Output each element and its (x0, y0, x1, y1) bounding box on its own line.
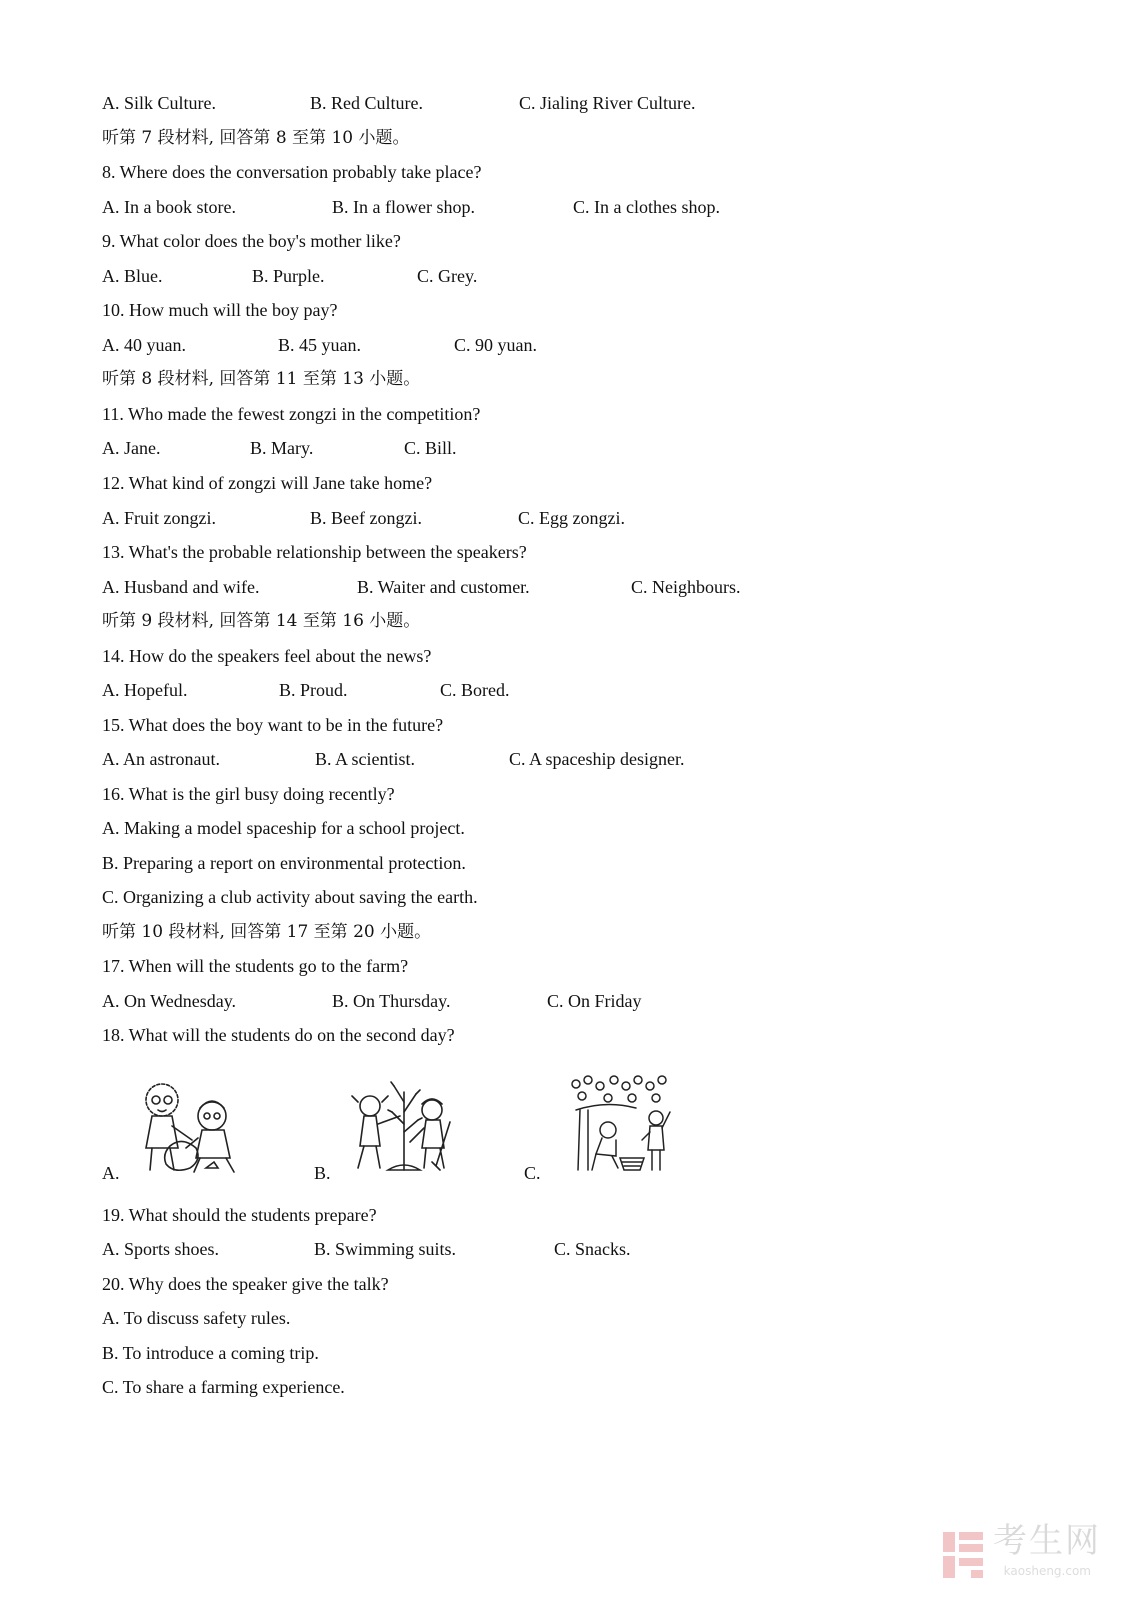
picture-kids-picking-fruit (566, 1074, 678, 1178)
question-13: 13. What's the probable relationship between the speakers? (102, 542, 527, 562)
option-c: C. Neighbours. (631, 577, 741, 597)
section-instruction: 听第 10 段材料, 回答第 17 至第 20 小题。 (102, 922, 432, 942)
option-b: B. 45 yuan. (278, 335, 361, 355)
question-15: 15. What does the boy want to be in the future? (102, 715, 444, 735)
option-c: C. A spaceship designer. (509, 749, 685, 769)
q20-option-c: C. To share a farming experience. (102, 1377, 345, 1397)
option-c: C. In a clothes shop. (573, 197, 720, 217)
option-a: A. Silk Culture. (102, 93, 217, 113)
picture-kids-planting-tree (344, 1072, 464, 1180)
option-b: B. Mary. (250, 438, 314, 458)
option-c: C. On Friday (547, 991, 642, 1011)
option-a: A. Husband and wife. (102, 577, 260, 597)
section-instruction: 听第 8 段材料, 回答第 11 至第 13 小题。 (102, 369, 421, 389)
picture-option-c-label: C. (524, 1163, 541, 1183)
option-a: A. An astronaut. (102, 749, 220, 769)
question-14: 14. How do the speakers feel about the news? (102, 646, 432, 666)
option-b: B. Purple. (252, 266, 325, 286)
question-18: 18. What will the students do on the second day? (102, 1025, 455, 1045)
question-11: 11. Who made the fewest zongzi in the competition? (102, 404, 481, 424)
question-17: 17. When will the students go to the farm? (102, 956, 409, 976)
option-a: A. 40 yuan. (102, 335, 186, 355)
option-c: C. Snacks. (554, 1239, 631, 1259)
q20-option-b: B. To introduce a coming trip. (102, 1343, 319, 1363)
option-c: C. Bill. (404, 438, 457, 458)
option-b: B. Beef zongzi. (310, 508, 422, 528)
option-b: B. Proud. (279, 680, 348, 700)
question-16: 16. What is the girl busy doing recently? (102, 784, 395, 804)
question-10: 10. How much will the boy pay? (102, 300, 338, 320)
option-c: C. Egg zongzi. (518, 508, 625, 528)
option-b: B. Swimming suits. (314, 1239, 457, 1259)
option-b: B. A scientist. (315, 749, 416, 769)
question-9: 9. What color does the boy's mother like? (102, 231, 401, 251)
section-instruction: 听第 7 段材料, 回答第 8 至第 10 小题。 (102, 128, 410, 148)
option-c: C. Grey. (417, 266, 478, 286)
watermark-name: 考生网 (993, 1521, 1101, 1561)
question-20: 20. Why does the speaker give the talk? (102, 1274, 389, 1294)
option-a: A. Blue. (102, 266, 163, 286)
option-b: B. In a flower shop. (332, 197, 475, 217)
question-8: 8. Where does the conversation probably take place? (102, 162, 482, 182)
option-b: B. Red Culture. (310, 93, 423, 113)
picture-option-a-label: A. (102, 1163, 120, 1183)
q16-option-c: C. Organizing a club activity about saving the earth. (102, 887, 478, 907)
option-a: A. In a book store. (102, 197, 236, 217)
question-12: 12. What kind of zongzi will Jane take home? (102, 473, 433, 493)
option-a: A. Sports shoes. (102, 1239, 220, 1259)
option-a: A. Jane. (102, 438, 161, 458)
picture-kids-picking-up-litter (130, 1078, 250, 1178)
option-b: B. Waiter and customer. (357, 577, 530, 597)
option-b: B. On Thursday. (332, 991, 451, 1011)
q16-option-b: B. Preparing a report on environmental protection. (102, 853, 466, 873)
option-a: A. Hopeful. (102, 680, 188, 700)
option-a: A. On Wednesday. (102, 991, 237, 1011)
option-c: C. Jialing River Culture. (519, 93, 696, 113)
option-c: C. 90 yuan. (454, 335, 537, 355)
q20-option-a: A. To discuss safety rules. (102, 1308, 291, 1328)
option-c: C. Bored. (440, 680, 510, 700)
watermark-url: kaosheng.com (1003, 1564, 1091, 1578)
question-19: 19. What should the students prepare? (102, 1205, 377, 1225)
q16-option-a: A. Making a model spaceship for a school project. (102, 818, 465, 838)
option-a: A. Fruit zongzi. (102, 508, 216, 528)
section-instruction: 听第 9 段材料, 回答第 14 至第 16 小题。 (102, 611, 421, 631)
picture-option-b-label: B. (314, 1163, 331, 1183)
watermark-logo-icon (943, 1532, 983, 1578)
